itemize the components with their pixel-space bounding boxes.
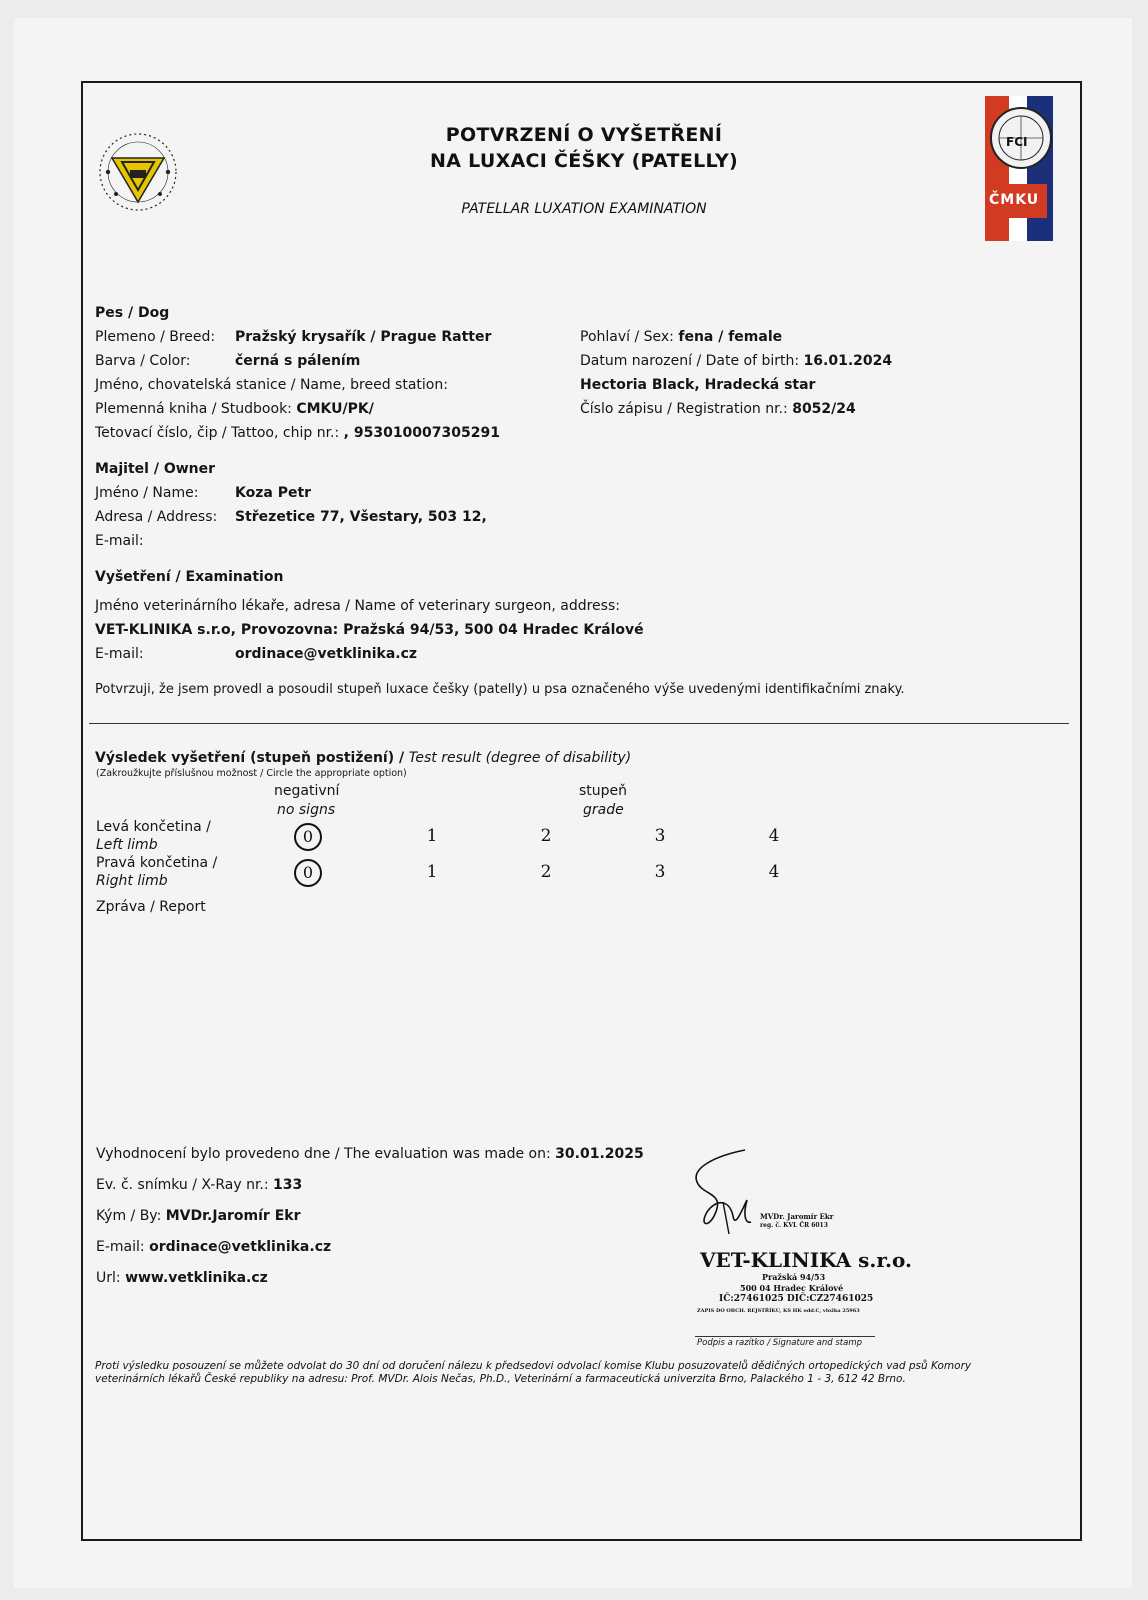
tattoo-value: , 953010007305291 bbox=[343, 425, 500, 441]
url-row bbox=[96, 1269, 268, 1287]
negative-label-en: no signs bbox=[277, 802, 336, 818]
name-breed-station-label: Jméno, chovatelská stanice / Name, breed station: bbox=[95, 377, 448, 393]
result-hint: (Zakroužkujte příslušnou možnost / Circle the appropriate option) bbox=[96, 768, 407, 779]
stamp-ids: IČ:27461025 DIČ:CZ27461025 bbox=[719, 1294, 874, 1304]
signature-line bbox=[695, 1336, 875, 1337]
left-limb-label-cz: Levá končetina / bbox=[96, 819, 211, 835]
breed-value: Pražský krysařík / Prague Ratter bbox=[235, 329, 492, 345]
sex-row bbox=[580, 328, 782, 346]
report-label: Zpráva / Report bbox=[96, 899, 206, 915]
studbook-value: CMKU/PK/ bbox=[296, 401, 374, 417]
result-title-en: Test result (degree of disability) bbox=[408, 750, 632, 766]
by-value: MVDr.Jaromír Ekr bbox=[165, 1208, 301, 1224]
document-subtitle: PATELLAR LUXATION EXAMINATION bbox=[461, 201, 707, 217]
breed-label-text: Plemeno / Breed: bbox=[95, 329, 216, 345]
fci-cmku-emblem bbox=[985, 96, 1065, 241]
stamp-city: 500 04 Hradec Králové bbox=[740, 1283, 844, 1293]
fci-cmku-logo bbox=[985, 96, 1065, 241]
xray-label: Ev. č. snímku / X-Ray nr.: bbox=[96, 1177, 269, 1193]
stamp-doctor: MVDr. Jaromír Ekr bbox=[760, 1212, 834, 1221]
vet-label: Jméno veterinárního lékaře, adresa / Name of veterinary surgeon, address: bbox=[95, 598, 620, 614]
tattoo-row bbox=[95, 424, 500, 442]
color-value: černá s pálením bbox=[235, 353, 361, 369]
document-frame bbox=[81, 81, 1082, 1541]
left-limb-grade-0-circled[interactable]: 0 bbox=[294, 823, 322, 851]
cmku-text: ČMKU bbox=[989, 192, 1040, 208]
dog-name-value: Hectoria Black, Hradecká star bbox=[580, 377, 816, 393]
xray-value: 133 bbox=[273, 1177, 303, 1193]
right-limb-grade-1[interactable]: 1 bbox=[426, 862, 438, 882]
studbook-row bbox=[95, 400, 374, 418]
evaluation-date-value: 30.01.2025 bbox=[555, 1146, 644, 1162]
negative-label-cz: negativní bbox=[274, 783, 340, 799]
dog-section-label: Pes / Dog bbox=[95, 305, 170, 321]
evaluation-date-label: Vyhodnocení bylo provedeno dne / The evaluation was made on: bbox=[96, 1146, 551, 1162]
exam-statement: Potvrzuji, že jsem provedl a posoudil stupeň luxace češky (patelly) u psa označeného výše uvedenými identifikačními znaky. bbox=[95, 682, 905, 697]
evaluation-email-label: E-mail: bbox=[96, 1239, 145, 1255]
left-limb-grade-2[interactable]: 2 bbox=[540, 826, 552, 846]
sex-value: fena / female bbox=[678, 329, 783, 345]
stamp-street: Pražská 94/53 bbox=[762, 1272, 826, 1282]
grade-label-cz: stupeň bbox=[579, 783, 628, 799]
club-emblem-logo bbox=[94, 128, 182, 216]
evaluation-email-value: ordinace@vetklinika.cz bbox=[149, 1239, 332, 1255]
document-title-line1: POTVRZENÍ O VYŠETŘENÍ bbox=[445, 124, 723, 146]
right-limb-grade-3[interactable]: 3 bbox=[654, 862, 666, 882]
exam-section-heading: Vyšetření / Examination bbox=[95, 569, 284, 585]
evaluation-email-row bbox=[96, 1238, 331, 1256]
stamp-registry: ZAPIS DO OBCH. REJSTŘÍKU, KS HK odd.C, vložka 25963 bbox=[697, 1308, 860, 1314]
document-title-line2: NA LUXACI ČÉŠKY (PATELLY) bbox=[430, 150, 738, 172]
registration-value: 8052/24 bbox=[792, 401, 856, 417]
url-label: Url: bbox=[96, 1270, 121, 1286]
registration-row bbox=[580, 400, 856, 418]
owner-section-heading: Majitel / Owner bbox=[95, 461, 216, 477]
owner-email-label: E-mail: bbox=[95, 533, 144, 549]
left-limb-grade-1[interactable]: 1 bbox=[426, 826, 438, 846]
owner-name-label: Jméno / Name: bbox=[95, 485, 199, 501]
right-limb-grade-2[interactable]: 2 bbox=[540, 862, 552, 882]
xray-row bbox=[96, 1176, 302, 1194]
owner-name-value: Koza Petr bbox=[235, 485, 312, 501]
dob-row bbox=[580, 352, 892, 370]
url-value[interactable]: www.vetklinika.cz bbox=[125, 1270, 268, 1286]
result-title-cz: Výsledek vyšetření (stupeň postižení) / bbox=[95, 750, 405, 766]
right-limb-label-cz: Pravá končetina / bbox=[96, 855, 218, 871]
sex-label: Pohlaví / Sex: bbox=[580, 329, 674, 345]
tattoo-label: Tetovací číslo, čip / Tattoo, chip nr.: bbox=[95, 425, 340, 441]
color-label: Barva / Color: bbox=[95, 353, 191, 369]
section-divider bbox=[89, 723, 1069, 724]
owner-address-value: Střezetice 77, Všestary, 503 12, bbox=[235, 509, 487, 525]
right-limb-grade-4[interactable]: 4 bbox=[768, 862, 780, 882]
vet-value: VET-KLINIKA s.r.o, Provozovna: Pražská 94/53, 500 04 Hradec Králové bbox=[95, 622, 644, 638]
dob-value: 16.01.2024 bbox=[803, 353, 893, 369]
left-limb-label-en: Left limb bbox=[96, 837, 158, 853]
by-row bbox=[96, 1207, 301, 1225]
signature-label: Podpis a razítko / Signature and stamp bbox=[697, 1338, 863, 1348]
exam-email-value: ordinace@vetklinika.cz bbox=[235, 646, 418, 662]
right-limb-label-en: Right limb bbox=[96, 873, 168, 889]
by-label: Kým / By: bbox=[96, 1208, 162, 1224]
evaluation-date-row bbox=[96, 1145, 644, 1163]
owner-address-label: Adresa / Address: bbox=[95, 509, 218, 525]
exam-email-label: E-mail: bbox=[95, 646, 144, 662]
result-title bbox=[95, 749, 631, 767]
registration-label: Číslo zápisu / Registration nr.: bbox=[580, 401, 788, 417]
stamp-company: VET-KLINIKA s.r.o. bbox=[700, 1248, 912, 1272]
left-limb-grade-3[interactable]: 3 bbox=[654, 826, 666, 846]
right-limb-grade-0-circled[interactable]: 0 bbox=[294, 859, 322, 887]
left-limb-grade-4[interactable]: 4 bbox=[768, 826, 780, 846]
studbook-label: Plemenná kniha / Studbook: bbox=[95, 401, 292, 417]
appeal-footnote: Proti výsledku posouzení se můžete odvolat do 30 dní od doručení nálezu k předsedovi odvolací komise Klubu posuzovatelů dědičných ortopedických vad psů Komory veterinárních lékařů České republiky na adresu: Prof. MVDr. Alois Nečas, Ph.D., Veterinární a farmaceutická univerzita Brno, Palackého 1 - 3, 612 42 Brno. bbox=[95, 1360, 972, 1385]
stamp-reg: reg. č. KVL ČR 6013 bbox=[760, 1222, 828, 1229]
grade-label-en: grade bbox=[583, 802, 624, 818]
fci-text: FCI bbox=[1006, 135, 1028, 149]
dog-section-heading bbox=[95, 304, 169, 322]
breed-label bbox=[95, 328, 215, 346]
dob-label: Datum narození / Date of birth: bbox=[580, 353, 800, 369]
